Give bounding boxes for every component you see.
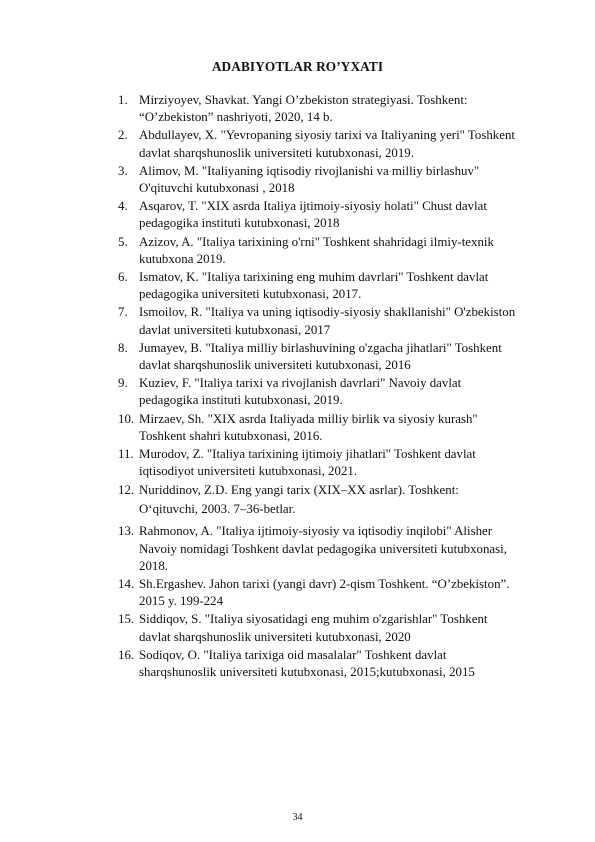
reference-item [118,198,558,232]
reference-text: Jumayev, B. "Italiya milliy birlashuvining o'zgacha jihatlari" Toshkent davlat sharqshunoslik universiteti kutubxonasi, 2016 [139,340,502,373]
reference-number: 4. [118,199,128,214]
reference-item [118,340,558,374]
reference-text: Siddiqov, S. "Italiya siyosatidagi eng muhim o'zgarishlar" Toshkent davlat sharqshunoslik universiteti kutubxonasi, 2020 [139,612,488,644]
reference-item [118,523,558,575]
reference-number: 6. [118,270,128,285]
reference-item [118,163,558,197]
reference-number: 3. [118,163,128,178]
page-number: 34 [292,812,303,823]
reference-text: Mirziyoyev, Shavkat. Yangi O’zbekiston strategiyasi. Toshkent: “O’zbekiston” nashriyoti, 2020, 14 b. [139,93,468,125]
reference-number: 11. [118,447,134,462]
reference-number: 2. [118,128,128,143]
reference-text: Sodiqov, O. "Italiya tarixiga oid masalalar" Toshkent davlat sharqshunoslik universiteti kutubxonasi, 2015;kutubxonasi, 2015 [139,647,475,680]
reference-number: 14. [118,577,135,592]
reference-text: Rahmonov, A. "Italiya ijtimoiy-siyosiy va iqtisodiy inqilobi" Alisher Navoiy nomidagi Toshkent davlat pedagogika universiteti kutubxonasi, 2018. [139,524,507,573]
reference-item [118,576,558,610]
reference-item [118,304,558,338]
reference-text: Murodov, Z. "Italiya tarixining ijtimoiy jihatlari" Toshkent davlat iqtisodiyot universiteti kutubxonasi, 2021. [139,447,476,479]
reference-number: 15. [118,612,135,627]
reference-text: Alimov, M. "Italiyaning iqtisodiy rivojlanishi va milliy birlashuv" O'qituvchi kutubxonasi , 2018 [139,163,480,196]
reference-text: Abdullayev, X. "Yevropaning siyosiy tarixi va Italiyaning yeri" Toshkent davlat sharqshunoslik universiteti kutubxonasi, 2019. [139,128,515,160]
reference-item [118,446,558,480]
reference-item [118,234,558,268]
reference-text: Asqarov, T. "XIX asrda Italiya ijtimoiy-siyosiy holati" Chust davlat pedagogika instituti kutubxonasi, 2018 [139,199,487,231]
reference-item [118,92,558,126]
page-title: ADABIYOTLAR RO’YXATI [211,59,384,74]
reference-item [118,611,558,645]
reference-number: 1. [118,93,128,107]
reference-item [118,127,558,161]
reference-number: 12. [118,483,135,498]
reference-text: Mirzaev, Sh. "XIX asrda Italiyada milliy birlik va siyosiy kurash" Toshkent shahri kutubxonasi, 2016. [139,411,478,443]
reference-number: 16. [118,647,135,662]
reference-text: Nuriddinov, Z.D. Eng yangi tarix (XIX–XX asrlar). Toshkent: O‘qituvchi, 2003. 7–36-betlar. [139,483,459,517]
reference-text: Azizov, A. "Italiya tarixining o'rni" Toshkent shahridagi ilmiy-texnik kutubxona 2019. [139,234,494,266]
reference-text: Ismatov, K. "Italiya tarixining eng muhim davrlari" Toshkent davlat pedagogika universiteti kutubxonasi, 2017. [139,270,489,302]
reference-item [118,269,558,303]
reference-item [118,411,558,445]
reference-text: Ismoilov, R. "Italiya va uning iqtisodiy-siyosiy shakllanishi" O'zbekiston davlat universiteti kutubxonasi, 2017 [139,305,516,337]
reference-item [118,481,558,519]
reference-item [118,647,558,681]
reference-number: 7. [118,305,128,320]
reference-number: 5. [118,234,128,249]
reference-item [118,375,558,409]
reference-text: Sh.Ergashev. Jahon tarixi (yangi davr) 2-qism Toshkent. “O’zbekiston”. 2015 y. 199-224 [139,577,510,609]
reference-text: Kuziev, F. "Italiya tarixi va rivojlanish davrlari" Navoiy davlat pedagogika instituti kutubxonasi, 2019. [139,376,462,408]
reference-number: 9. [118,376,128,391]
reference-number: 8. [118,340,128,355]
reference-number: 10. [118,411,135,426]
reference-list [118,92,558,682]
reference-number: 13. [118,524,135,539]
